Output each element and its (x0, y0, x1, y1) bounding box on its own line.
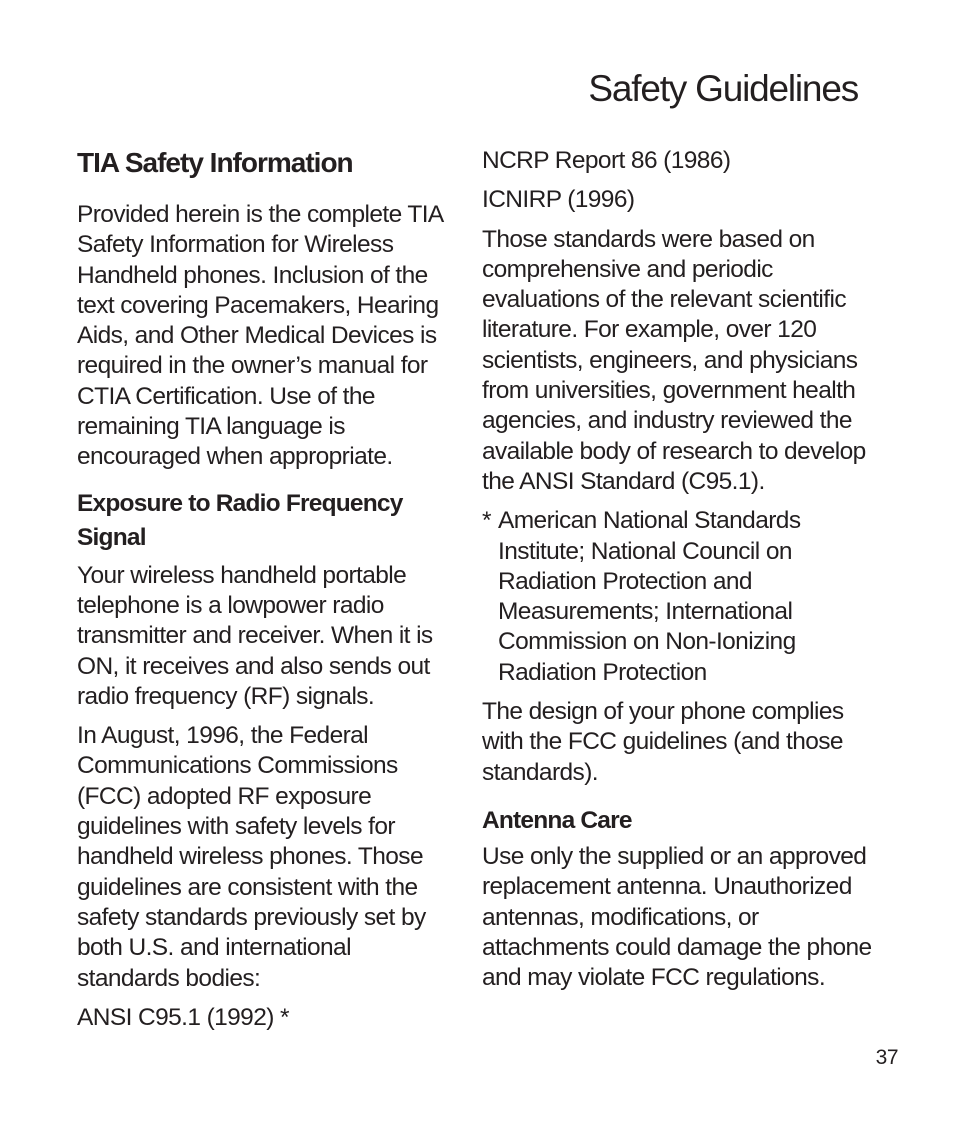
page-title: Safety Guidelines (588, 68, 858, 109)
standard-icnirp: ICNIRP (1996) (482, 186, 635, 214)
standards-paragraph: Those standards were based on comprehensive and periodic evaluations of the relevant scientific literature. For example, over 120 scientists, engineers, and physicians from universities, government health agencies, and industry reviewed the available body of research to develop the ANSI Standard (C95.1). (482, 225, 866, 495)
section-heading-tia: TIA Safety Information (77, 147, 353, 178)
standard-ansi: ANSI C95.1 (1992) * (77, 1003, 289, 1031)
rf-paragraph: Your wireless handheld portable telephone is a lowpower radio transmitter and receiver. When it is ON, it receives and also sends out radio frequency (RF) signals. (77, 561, 433, 710)
page-number: 37 (875, 1046, 898, 1069)
subheading-antenna-care: Antenna Care (482, 806, 632, 834)
right-column (482, 146, 872, 1002)
complies-paragraph: The design of your phone complies with the FCC guidelines (and those standards). (482, 698, 844, 786)
subheading-rf-exposure: Exposure to Radio Frequency Signal (77, 489, 403, 551)
footnote (482, 506, 872, 688)
standard-ncrp: NCRP Report 86 (1986) (482, 147, 731, 174)
footnote-text: American National Standards Institute; National Council on Radiation Protection and Measurements; International Commission on Non-Ionizing Radiation Protection (498, 507, 801, 686)
fcc-paragraph: In August, 1996, the Federal Communications Commissions (FCC) adopted RF exposure guidelines with safety levels for handheld wireless phones. Those guidelines are consistent with the safety standards previously set by both U.S. and international standards bodies: (77, 722, 426, 992)
footnote-mark: * (482, 507, 491, 535)
intro-paragraph: Provided herein is the complete TIA Safety Information for Wireless Handheld phones. Inclusion of the text covering Pacemakers, Hearing Aids, and Other Medical Devices is required in the owner’s manual for CTIA Certification. Use of the remaining TIA language is encouraged when appropriate. (77, 201, 443, 471)
left-column (77, 146, 449, 1042)
antenna-paragraph: Use only the supplied or an approved replacement antenna. Unauthorized antennas, modifications, or attachments could damage the phone and may violate FCC regulations. (482, 842, 872, 992)
